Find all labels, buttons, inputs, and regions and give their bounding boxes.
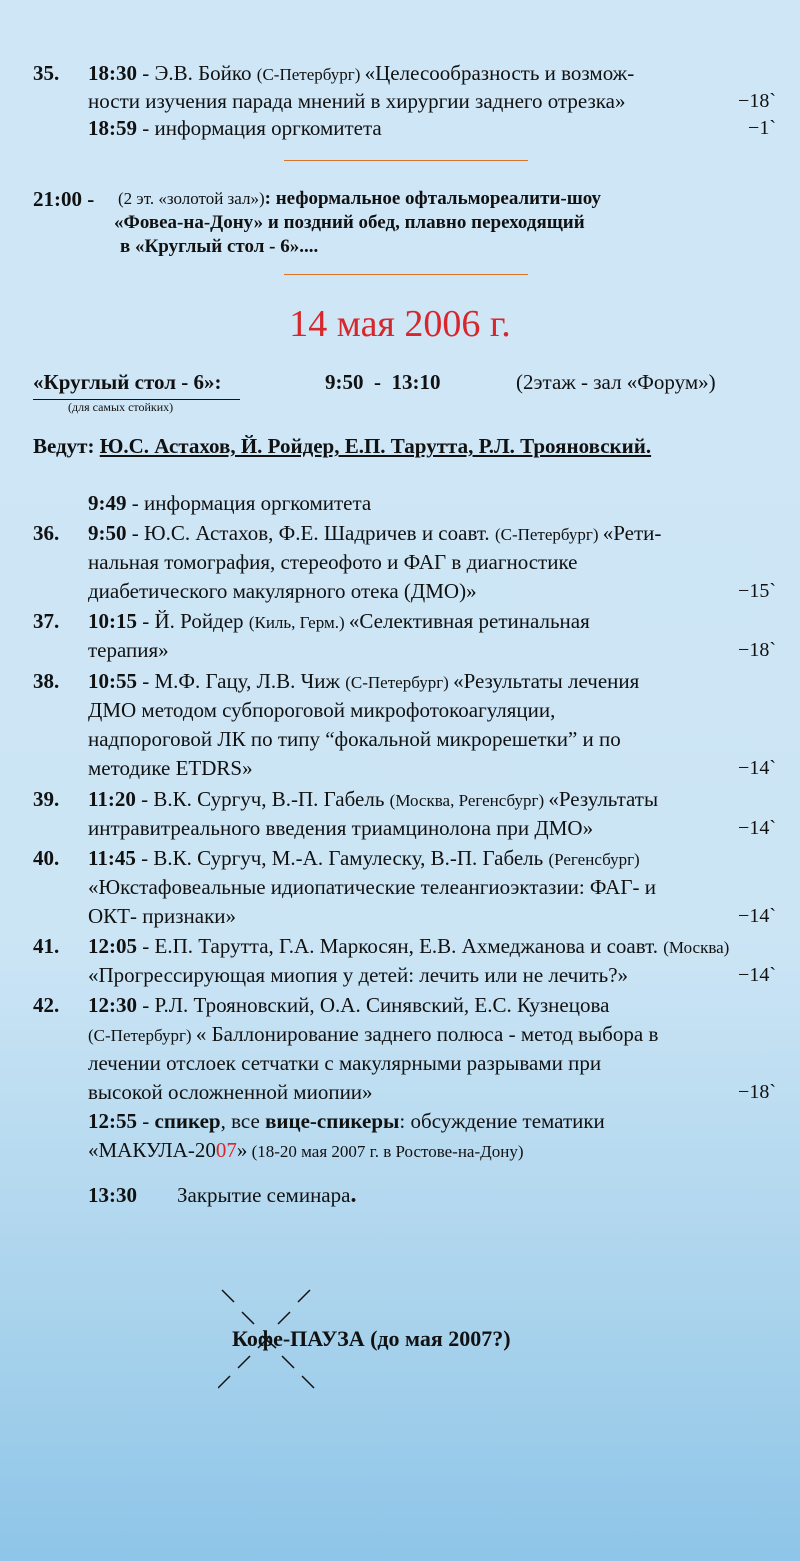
speaker: - В.К. Сургуч, М.-А. Гамулеску, В.-П. Габель (135, 846, 549, 870)
item-number: 35. (33, 61, 60, 85)
coffee-break: Кофе-ПАУЗА (до мая 2007?) (232, 1326, 511, 1351)
program-line (88, 1021, 658, 1049)
time: 18:30 (88, 61, 137, 85)
roundtable-hall: (2этаж - зал «Форум») (516, 370, 716, 394)
date-heading: 14 мая 2006 г. (289, 303, 511, 345)
time: 12:55 (88, 1109, 137, 1133)
program-line (88, 115, 382, 141)
duration: −14` (738, 817, 776, 839)
program-line (88, 786, 658, 814)
talk-title-cont: терапия» (88, 638, 169, 662)
speaker: - Ю.С. Астахов, Ф.Е. Шадричев и соавт. (126, 521, 495, 545)
city: (С-Петербург) (345, 673, 454, 692)
city: (С-Петербург) (88, 1026, 196, 1045)
speaker: - Р.Л. Трояновский, О.А. Синявский, Е.С. Кузнецова (137, 993, 610, 1017)
duration: −14` (738, 757, 776, 779)
item-number: 40. (33, 846, 60, 870)
makula-year-highlight: 07 (215, 1138, 237, 1162)
talk-title-cont: высокой осложненной миопии» (88, 1080, 373, 1104)
talk-title: «Целесообразность и возмож- (364, 61, 635, 85)
closing-text: Закрытие семинара (177, 1183, 351, 1207)
program-line (88, 933, 729, 961)
program-line (88, 490, 371, 516)
evening-text: : неформальное офтальмореалити-шоу (264, 188, 602, 209)
speaker: - Е.П. Тарутта, Г.А. Маркосян, Е.В. Ахмеджанова и соавт. (137, 934, 664, 958)
text: , все (220, 1109, 266, 1133)
talk-title-cont: нальная томография, стереофото и ФАГ в диагностике (88, 550, 578, 574)
duration: −14` (738, 964, 776, 986)
vice-speakers-label: вице-спикеры (265, 1109, 400, 1133)
speaker: - Й. Ройдер (137, 609, 249, 633)
city: (С-Петербург) (256, 65, 365, 84)
city: (Киль, Герм.) (248, 613, 349, 632)
time: 13:30 (88, 1183, 137, 1207)
item-number: 36. (33, 521, 60, 545)
talk-title-cont: диабетического макулярного отека (ДМО)» (88, 579, 477, 603)
sep: - (137, 1109, 155, 1133)
talk-title-cont: ДМО методом субпороговой микрофотокоагуляции, (88, 698, 556, 722)
program-line (88, 1182, 356, 1208)
talk-title: «Рети- (602, 521, 662, 545)
time: 12:05 (88, 934, 137, 958)
talk-title-cont: лечении отслоек сетчатки с макулярными разрывами при (88, 1051, 602, 1075)
divider (284, 160, 528, 161)
time: 18:59 (88, 116, 137, 140)
item-number: 38. (33, 669, 60, 693)
talk-title: « Баллонирование заднего полюса - метод выбора в (195, 1022, 659, 1046)
program-line (88, 1108, 605, 1134)
program-line (88, 1137, 524, 1165)
duration: −18` (738, 1081, 776, 1103)
info: - информация оргкомитета (137, 116, 382, 140)
speaker-label: спикер (154, 1109, 221, 1133)
talk-title: «Селективная ретинальная (348, 609, 590, 633)
talk-title: «Прогрессирующая миопия у детей: лечить или не лечить?» (88, 963, 629, 987)
makula-dates: (18-20 мая 2007 г. в Ростове-на-Дону) (247, 1142, 524, 1161)
city: (Регенсбург) (548, 850, 640, 869)
roundtable-title: «Круглый стол - 6»: (33, 370, 222, 394)
time: 12:30 (88, 993, 137, 1017)
talk-title-cont: методике ETDRS» (88, 756, 253, 780)
makula-title: » (236, 1138, 248, 1162)
evening-text: в «Круглый стол - 6».... (120, 236, 319, 257)
makula-title: «МАКУЛА-20 (88, 1138, 216, 1162)
program-line (88, 668, 639, 696)
talk-title: «Результаты лечения (453, 669, 640, 693)
program-line (88, 845, 640, 873)
duration: −14` (738, 905, 776, 927)
evening-line (118, 186, 601, 212)
roundtable-subtitle: (для самых стойких) (68, 400, 174, 414)
roundtable-time: 9:50 - 13:10 (325, 370, 441, 394)
talk-title: «Результаты (548, 787, 659, 811)
talk-title-cont: ности изучения парада мнений в хирургии заднего отрезка» (88, 89, 626, 113)
speaker: - В.К. Сургуч, В.-П. Габель (135, 787, 390, 811)
divider (284, 274, 528, 275)
program-line (88, 608, 590, 636)
text: : обсуждение тематики (399, 1109, 605, 1133)
city: (Москва, Регенсбург) (389, 791, 549, 810)
speaker: - Э.В. Бойко (137, 61, 257, 85)
item-number: 37. (33, 609, 60, 633)
speaker: - М.Ф. Гацу, Л.В. Чиж (137, 669, 346, 693)
item-number: 41. (33, 934, 60, 958)
talk-title: «Юкстафовеальные идиопатические телеангиоэктазии: ФАГ- и (88, 875, 656, 899)
talk-title-cont: интравитреального введения триамцинолона при ДМО» (88, 816, 594, 840)
duration: −18` (738, 90, 776, 112)
time: 11:20 (88, 787, 136, 811)
program-line (88, 520, 661, 548)
time: 9:50 (88, 521, 127, 545)
time: 11:45 (88, 846, 136, 870)
city: (Москва) (663, 938, 730, 957)
evening-time: 21:00 - (33, 187, 95, 211)
city: (С-Петербург) (494, 525, 603, 544)
program-line (88, 60, 634, 88)
program-line (88, 992, 609, 1018)
duration: −1` (748, 117, 776, 139)
item-number: 39. (33, 787, 60, 811)
item-number: 42. (33, 993, 60, 1017)
place: (2 эт. «золотой зал») (118, 189, 265, 208)
time: 10:15 (88, 609, 137, 633)
evening-text: «Фовеа-на-Дону» и поздний обед, плавно переходящий (114, 212, 585, 233)
time: 9:49 (88, 491, 127, 515)
info: - информация оргкомитета (126, 491, 372, 515)
time: 10:55 (88, 669, 137, 693)
leaders-line (33, 434, 651, 459)
dot: . (350, 1182, 357, 1208)
duration: −15` (738, 580, 776, 602)
talk-title-cont: надпороговой ЛК по типу “фокальной микрорешетки” и по (88, 727, 621, 751)
leaders: Ю.С. Астахов, Й. Ройдер, Е.П. Тарутта, Р.Л. Трояновский. (99, 434, 652, 458)
duration: −18` (738, 639, 776, 661)
talk-title-cont: ОКТ- признаки» (88, 904, 237, 928)
leaders-label: Ведут: (33, 434, 95, 458)
